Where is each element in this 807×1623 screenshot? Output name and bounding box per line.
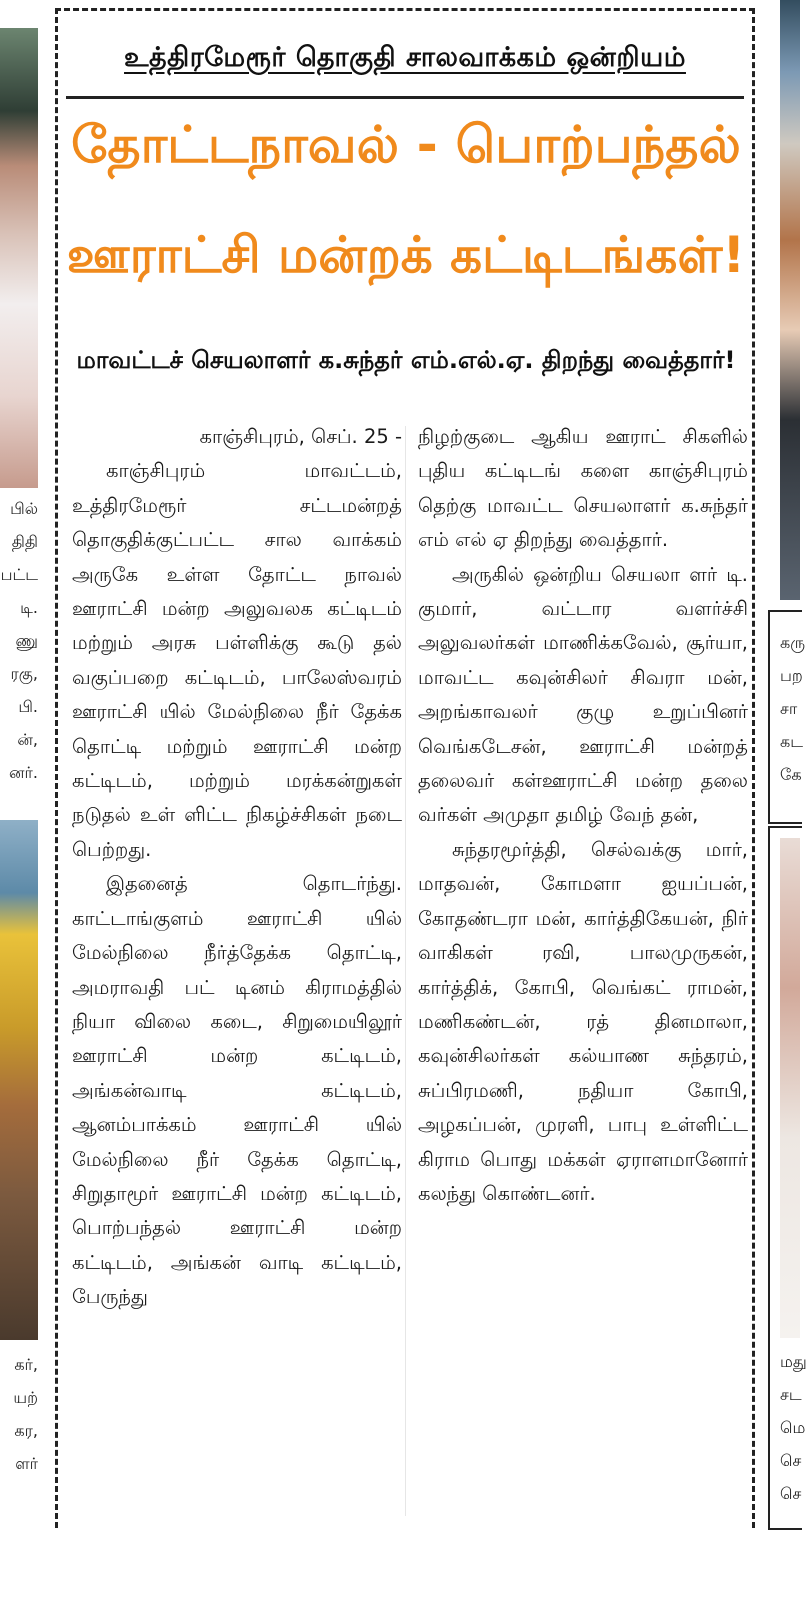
article-border-top (55, 8, 755, 11)
left-article-text-bottom (0, 1348, 38, 1480)
text-fragment: திதி (11, 532, 38, 551)
column-divider (405, 426, 406, 1516)
article-kicker: உத்திரமேரூர் தொகுதி சாலவாக்கம் ஒன்றியம் (124, 42, 686, 73)
article-column-2 (418, 420, 748, 1211)
text-fragment: கர், (14, 1355, 38, 1374)
article-subhead: மாவட்டச் செயலாளர் க.சுந்தர் எம்.எல்.ஏ. திறந்து வைத்தார்! (76, 346, 736, 374)
left-article-photo-top (0, 28, 38, 488)
text-fragment: மெ (780, 1418, 806, 1437)
text-fragment: சட (780, 1385, 802, 1404)
left-article-photo-bottom (0, 820, 38, 1340)
dateline: காஞ்சிபுரம், செப். 25 - (199, 425, 402, 448)
text-fragment: ணு (15, 631, 38, 650)
left-article-text-top (0, 492, 38, 789)
text-fragment: மது (780, 1352, 807, 1371)
article-column-1 (72, 420, 402, 1315)
right-article-text-top (780, 626, 806, 791)
text-fragment: செ (780, 1484, 802, 1503)
right-article-photo-top (780, 0, 800, 600)
headline-line-2: ஊராட்சி மன்றக் கட்டிடங்கள்! (66, 226, 746, 284)
body-paragraph: காஞ்சிபுரம் மாவட்டம், உத்திரமேரூர் சட்டமன்றத் தொகுதிக்குட்பட்ட சால வாக்கம் அருகே உள்ள தோட்ட நாவல் ஊராட்சி மன்ற அலுவலக கட்டிடம் மற்றும் அரசு பள்ளிக்கு கூடு தல் வகுப்பறை கட்டிடம், பாலேஸ்வரம் ஊராட்சி யில் மேல்நிலை நீர் தேக்க தொட்டி மற்றும் ஊராட்சி மன்ற கட்டிடம், மற்றும் மரக்கன்றுகள் நடுதல் உள் ளிட்ட நிகழ்ச்சிகள் நடை பெற்றது. (72, 459, 402, 861)
text-fragment: ளர் (15, 1454, 38, 1473)
right-article-text-bottom (780, 1345, 807, 1510)
text-fragment: பில் (10, 499, 38, 518)
text-fragment: கட (780, 732, 803, 751)
text-fragment: பட்ட (0, 565, 38, 584)
text-fragment: சா (780, 699, 798, 718)
body-paragraph: அருகில் ஒன்றிய செயலா ளர் டி. குமார், வட்டார வளர்ச்சி அலுவலர்கள் மாணிக்கவேல், சூர்யா, மாவட்ட கவுன்சிலர் சிவரா மன், அறங்காவலர் குழு உறுப்பினர் வெங்கடேசன், ஊராட்சி மன்றத் தலைவர் கள்ஊராட்சி மன்ற தலை வர்கள் அமுதா தமிழ் வேந் தன், (418, 562, 748, 827)
text-fragment: டி. (20, 598, 38, 617)
text-fragment: ரகு, (10, 664, 38, 683)
text-fragment: செ (780, 1451, 802, 1470)
text-fragment: பற (780, 666, 803, 685)
article-border-left (55, 8, 58, 1528)
text-fragment: யற் (13, 1388, 38, 1407)
text-fragment: பி. (18, 697, 38, 716)
text-fragment: கே (780, 765, 802, 784)
body-paragraph: நிழற்குடை ஆகிய ஊராட் சிகளில் புதிய கட்டிடங் களை காஞ்சிபுரம் தெற்கு மாவட்ட செயலாளர் க.சுந்தர் எம் எல் ஏ திறந்து வைத்தார். (418, 425, 748, 552)
text-fragment: னர். (9, 763, 38, 782)
text-fragment: ன், (17, 730, 38, 749)
headline-line-1: தோட்டநாவல் - பொற்பந்தல் (71, 116, 741, 175)
text-fragment: கரு (780, 633, 806, 652)
body-paragraph: சுந்தரமூர்த்தி, செல்வக்கு மார், மாதவன், கோமளா ஐயப்பன், கோதண்டரா மன், கார்த்திகேயன், நிர் வாகிகள் ரவி, பாலமுருகன், கார்த்திக், கோபி, வெங்கட் ராமன், மணிகண்டன், ரத் தினமாலா, கவுன்சிலர்கள் கல்யாண சுந்தரம், சுப்பிரமணி, நதியா கோபி, அழகப்பன், முரளி, பாபு உள்ளிட்ட கிராம பொது மக்கள் ஏராளமானோர் கலந்து கொண்டனர். (418, 837, 748, 1205)
article-border-right (752, 8, 755, 1528)
text-fragment: கர, (14, 1421, 38, 1440)
kicker-rule (66, 96, 744, 99)
body-paragraph: இதனைத் தொடர்ந்து. காட்டாங்குளம் ஊராட்சி யில் மேல்நிலை நீர்த்தேக்க தொட்டி, அமராவதி பட் டினம் கிராமத்தில் நியா விலை கடை, சிறுமையிலூர் ஊராட்சி மன்ற கட்டிடம், அங்கன்வாடி கட்டிடம், ஆனம்பாக்கம் ஊராட்சி யில் மேல்நிலை நீர் தேக்க தொட்டி, சிறுதாமூர் ஊராட்சி மன்ற கட்டிடம், பொற்பந்தல் ஊராட்சி மன்ற கட்டிடம், அங்கன் வாடி கட்டிடம், பேருந்து (72, 872, 402, 1309)
